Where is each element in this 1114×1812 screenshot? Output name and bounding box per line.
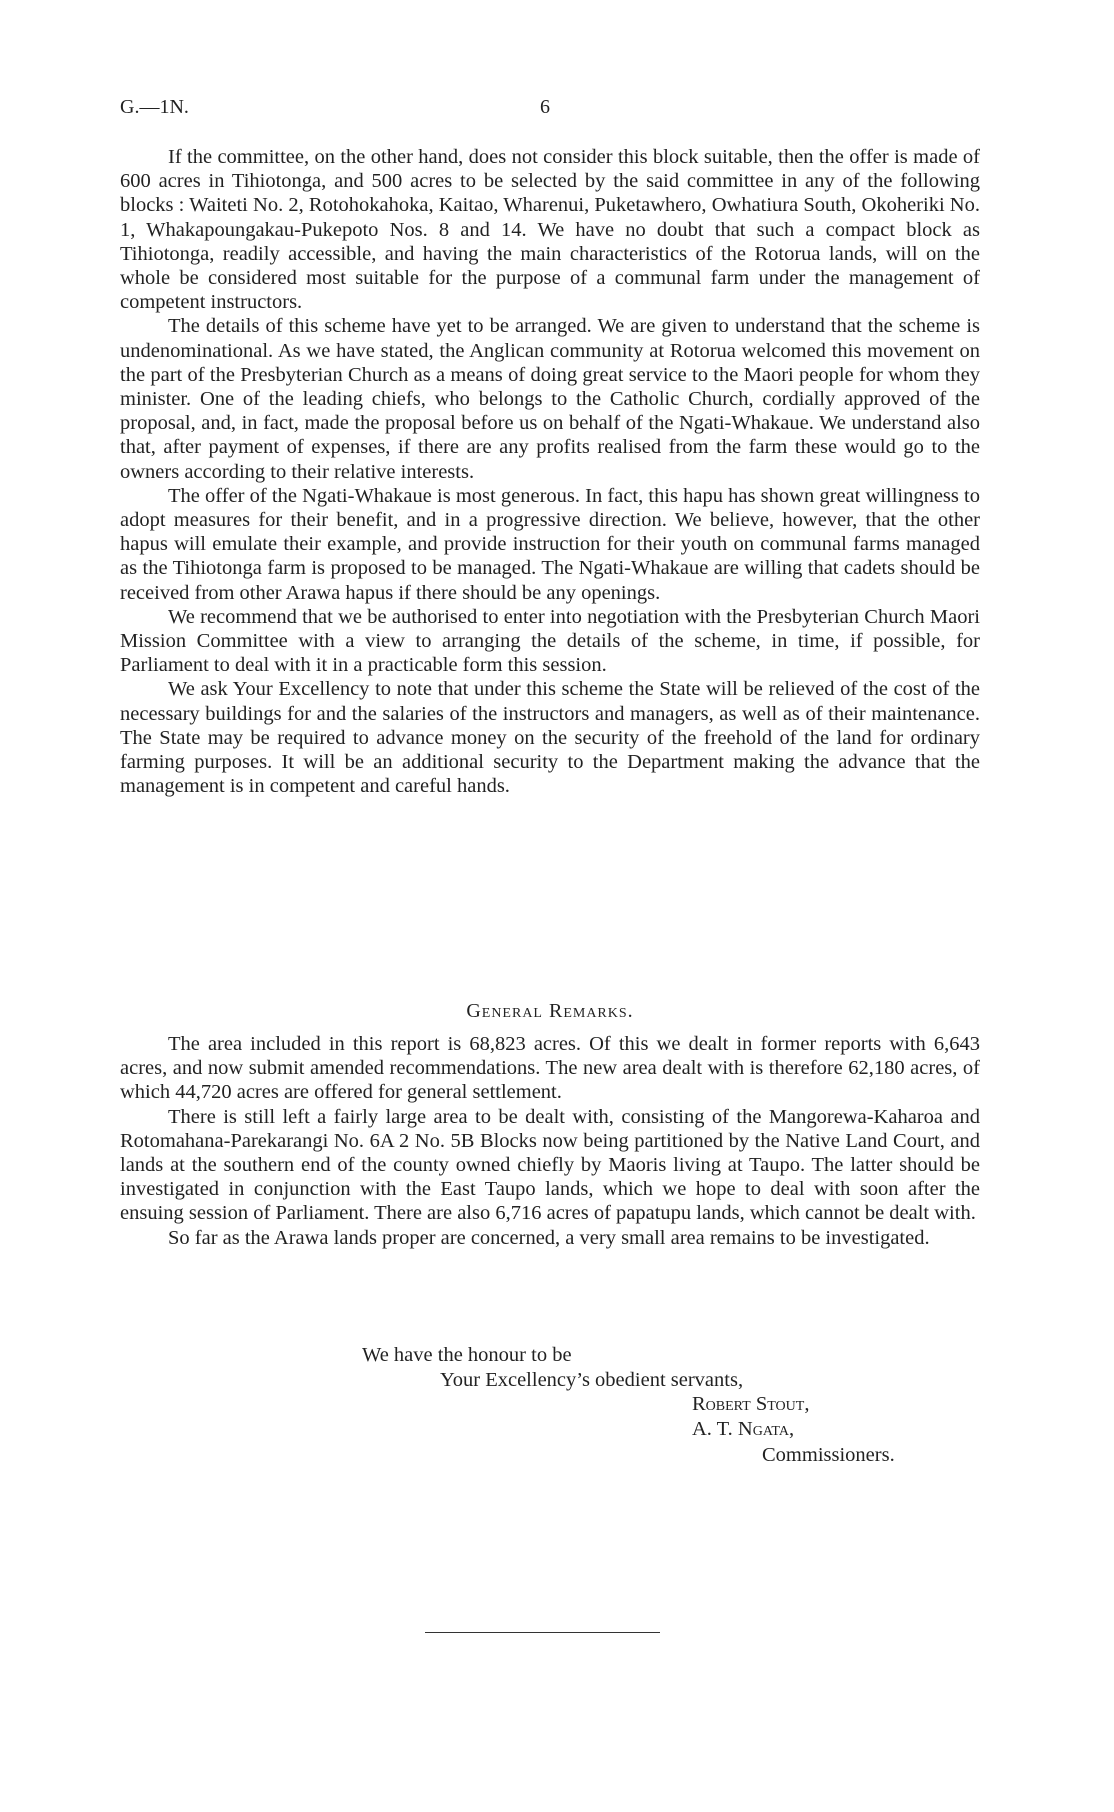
body-section-1 [120, 145, 980, 798]
paragraph: If the committee, on the other hand, does not consider this block suitable, then the offer is made of 600 acres in Tihiotonga, and 500 acres to be selected by the said committee in any of the following blocks : Waiteti No. 2, Rotohokahoka, Kaitao, Wharenui, Puketawhero, Owhatiura South, Okoheriki No. 1, Whakapoungakau-Pukepoto Nos. 8 and 14. We have no doubt that such a compact block as Tihiotonga, readily accessible, and having the main characteristics of the Rotorua lands, will on the whole be considered most suitable for the purpose of a communal farm under the management of competent instructors. [120, 146, 980, 314]
closing-salutation: Your Excellency’s obedient servants, [440, 1369, 744, 1391]
paragraph: So far as the Arawa lands proper are concerned, a very small area remains to be investigated. [168, 1226, 930, 1249]
signatory-name: A. T. Ngata, [692, 1418, 795, 1440]
page-number: 6 [540, 96, 550, 118]
paragraph: There is still left a fairly large area to be dealt with, consisting of the Mangorewa-Kaharoa and Rotomahana-Parekarangi No. 6A 2 No. 5B Blocks now being partitioned by the Native Land Court, and lands at the southern end of the county owned chiefly by Maoris living at Taupo. The latter should be investigated in conjunction with the East Taupo lands, which we hope to deal with soon after the ensuing session of Parliament. There are also 6,716 acres of papatupu lands, which cannot be dealt with. [120, 1105, 980, 1225]
paragraph: The area included in this report is 68,823 acres. Of this we dealt in former reports with 6,643 acres, and now submit amended recommendations. The new area dealt with is therefore 62,180 acres, of which 44,720 acres are offered for general settlement. [120, 1033, 980, 1104]
paragraph: We recommend that we be authorised to enter into negotiation with the Presbyterian Church Maori Mission Committee with a view to arranging the details of the scheme, in time, if possible, for Parliament to deal with it in a practicable form this session. [120, 605, 980, 677]
body-section-2 [120, 1032, 980, 1250]
paragraph: We ask Your Excellency to note that under this scheme the State will be relieved of the cost of the necessary buildings for and the salaries of the instructors and managers, as well as of their maintenance. The State may be required to advance money on the security of the freehold of the land for ordinary farming purposes. It will be an additional security to the Department making the advance that the management is in competent and careful hands. [120, 678, 980, 798]
page-header [120, 96, 980, 126]
end-rule [425, 1632, 660, 1633]
section-heading: General Remarks. [466, 1000, 634, 1022]
paragraph: The details of this scheme have yet to be arranged. We are given to understand that the scheme is undenominational. As we have stated, the Anglican community at Rotorua welcomed this movement on the part of the Presbyterian Church as a means of doing great service to the Maori people for whom they minister. One of the leading chiefs, who belongs to the Catholic Church, cordially approved of the proposal, and, in fact, made the proposal before us on behalf of the Ngati-Whakaue. We understand also that, after payment of expenses, if there are any profits realised from the farm these would go to the owners according to their relative interests. [120, 315, 980, 483]
signatory-title: Commissioners. [762, 1444, 895, 1466]
document-reference: G.—1N. [120, 96, 189, 118]
closing-line: We have the honour to be [362, 1344, 572, 1366]
paragraph: The offer of the Ngati-Whakaue is most generous. In fact, this hapu has shown great willingness to adopt measures for their benefit, and in a progressive direction. We believe, however, that the other hapus will emulate their example, and provide instruction for their youth on communal farms managed as the Tihiotonga farm is proposed to be managed. The Ngati-Whakaue are willing that cadets should be received from other Arawa hapus if there should be any openings. [120, 484, 980, 604]
signatory-name: Robert Stout, [692, 1393, 810, 1415]
